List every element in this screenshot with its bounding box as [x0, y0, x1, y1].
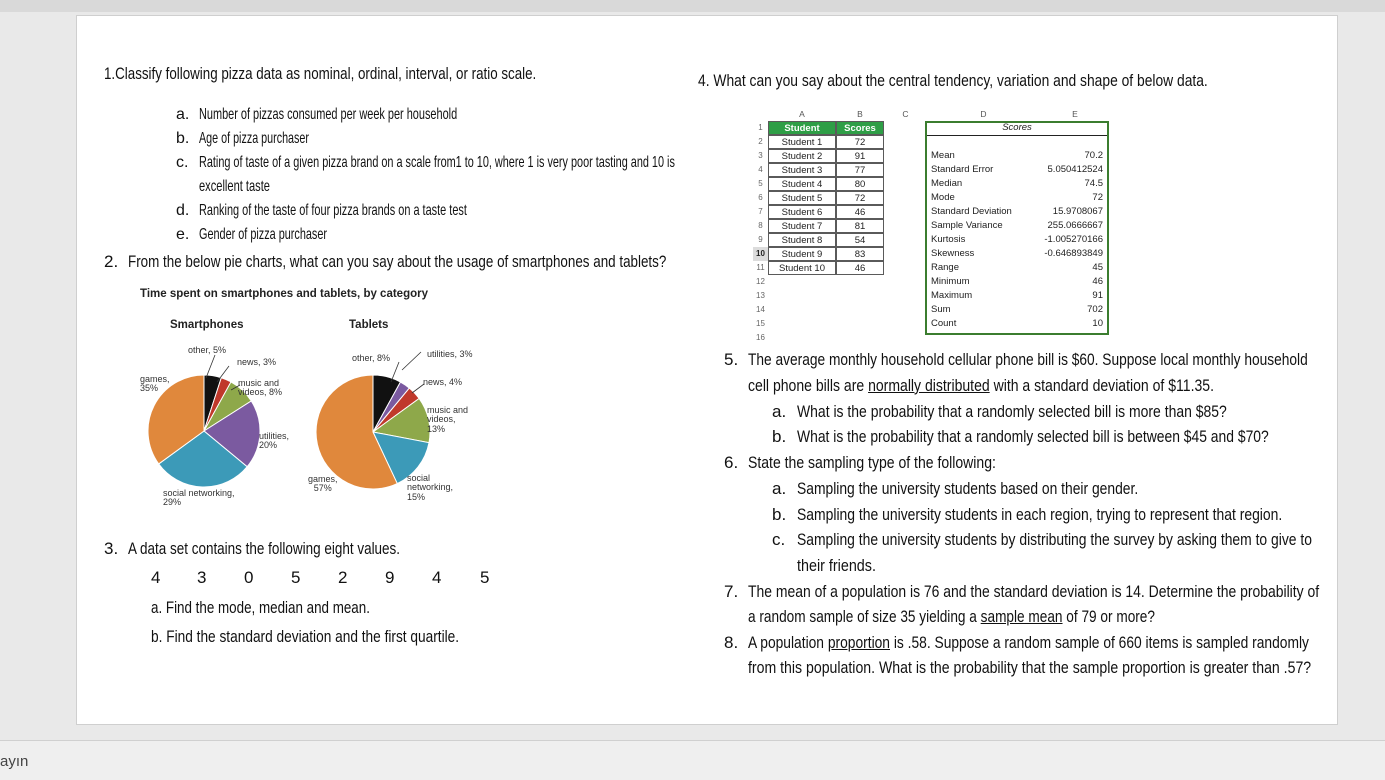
q3-value: 5 [480, 568, 490, 587]
stat-value: 15.9708067 [1052, 206, 1103, 217]
row-number: 3 [758, 151, 763, 160]
tab-label-games: games, 57% [308, 474, 338, 494]
row-number: 13 [756, 291, 765, 300]
column-header: C [902, 109, 909, 119]
stat-name: Minimum [931, 276, 970, 287]
q5-line1: The average monthly household cellular phone bill is $60. Suppose local monthly household [748, 350, 1308, 369]
q1-item-b-letter: b. [176, 130, 190, 147]
q1-title: 1.Classify following pizza data as nominal, ordinal, interval, or ratio scale. [104, 64, 537, 83]
q6-a-letter: a. [772, 479, 787, 498]
q8-line1-b: is .58. Suppose a random sample of 660 items is sampled randomly [889, 633, 1309, 652]
q7-number: 7. [724, 582, 739, 601]
stat-value: 255.0666667 [1047, 220, 1103, 231]
stat-value: -1.005270166 [1044, 234, 1103, 245]
student-cell: Student 2 [768, 149, 836, 163]
score-cell: 54 [836, 233, 884, 247]
q7-line1: The mean of a population is 76 and the standard deviation is 14. Determine the probability of [748, 582, 1320, 601]
q3-part-a: a. Find the mode, median and mean. [151, 598, 370, 617]
stats-title: Scores [1002, 122, 1032, 133]
student-cell: Student 8 [768, 233, 836, 247]
q3-part-b: b. Find the standard deviation and the first quartile. [151, 627, 460, 646]
header-student: Student [768, 121, 836, 135]
stat-value: 70.2 [1084, 150, 1103, 161]
row-number: 16 [756, 333, 765, 342]
q8-line1 [748, 634, 1309, 651]
q8-number: 8. [724, 633, 739, 652]
score-cell: 91 [836, 149, 884, 163]
q5-a-letter: a. [772, 402, 787, 421]
stat-value: 45 [1092, 262, 1103, 273]
q3-value: 5 [291, 568, 301, 587]
student-cell: Student 9 [768, 247, 836, 261]
stat-value: -0.646893849 [1044, 248, 1103, 259]
smart-label-games: games, 35% [140, 374, 170, 394]
q1-item-c: Rating of taste of a given pizza brand on a scale from1 to 10, where 1 is very poor tasting and 10 is [199, 154, 675, 171]
tab-label-news: news, 4% [423, 377, 463, 387]
q3-value: 9 [385, 568, 395, 587]
header-scores: Scores [836, 121, 884, 135]
q5-b-text: What is the probability that a randomly selected bill is between $45 and $70? [797, 427, 1269, 446]
stat-name: Count [931, 318, 957, 329]
score-cell: 46 [836, 205, 884, 219]
smart-label-music: music and videos, 8% [238, 378, 283, 398]
student-cell: Student 4 [768, 177, 836, 191]
q3-text: A data set contains the following eight values. [128, 539, 401, 558]
smart-label-news: news, 3% [237, 357, 277, 367]
q2-text: From the below pie charts, what can you say about the usage of smartphones and tablets? [128, 252, 667, 271]
stat-value: 74.5 [1084, 178, 1103, 189]
column-header: E [1072, 109, 1078, 119]
q3-value: 2 [338, 568, 348, 587]
q3-value: 3 [197, 568, 207, 587]
stat-name: Kurtosis [931, 234, 966, 245]
smartphones-chart-title: Smartphones [170, 319, 244, 331]
smart-label-other: other, 5% [188, 345, 227, 355]
student-cell: Student 5 [768, 191, 836, 205]
q8-line1-underlined: proportion [827, 633, 890, 652]
q3-value: 4 [151, 568, 161, 587]
status-text: ayın [0, 753, 29, 770]
smart-label-social: social networking, 29% [163, 488, 235, 508]
q5-line2 [748, 377, 1214, 394]
student-cell: Student 10 [768, 261, 836, 275]
q3-value: 0 [244, 568, 254, 587]
q1-item-d-letter: d. [176, 202, 190, 219]
stats-title-underline [927, 135, 1107, 136]
row-number: 1 [758, 123, 763, 132]
q5-line2-b: with a standard deviation of $11.35. [989, 376, 1214, 395]
q6-c-text: Sampling the university students by distributing the survey by asking them to give to [797, 530, 1312, 549]
row-number: 4 [758, 165, 763, 174]
q6-a-text: Sampling the university students based on their gender. [797, 479, 1139, 498]
stat-name: Sum [931, 304, 951, 315]
student-cell: Student 1 [768, 135, 836, 149]
q2-number: 2. [104, 252, 119, 271]
q5-a-text: What is the probability that a randomly selected bill is more than $85? [797, 402, 1227, 421]
score-cell: 83 [836, 247, 884, 261]
q6-number: 6. [724, 453, 739, 472]
stat-value: 10 [1092, 318, 1103, 329]
tab-label-social: social networking, 15% [407, 473, 454, 502]
q8-line2: from this population. What is the probability that the sample proportion is greater than .57? [748, 658, 1312, 677]
stat-name: Skewness [931, 248, 975, 259]
q7-line2-b: of 79 or more? [1062, 607, 1155, 626]
stat-name: Median [931, 178, 963, 189]
q5-line2-a: cell phone bills are [748, 376, 869, 395]
student-cell: Student 3 [768, 163, 836, 177]
score-cell: 80 [836, 177, 884, 191]
student-cell: Student 7 [768, 219, 836, 233]
q8-line1-a: A population [748, 633, 828, 652]
q6-c-letter: c. [772, 530, 786, 549]
row-number: 14 [756, 305, 765, 314]
stat-name: Mean [931, 150, 955, 161]
q1-item-a-letter: a. [176, 106, 190, 123]
row-number: 8 [758, 221, 763, 230]
stat-name: Maximum [931, 290, 973, 301]
score-cell: 81 [836, 219, 884, 233]
q7-line2-underlined: sample mean [980, 607, 1063, 626]
q6-b-letter: b. [772, 505, 787, 524]
stat-name: Mode [931, 192, 955, 203]
stat-name: Standard Error [931, 164, 994, 175]
q3-value: 4 [432, 568, 442, 587]
q1-item-c-cont: excellent taste [199, 178, 270, 195]
stat-value: 91 [1092, 290, 1103, 301]
score-cell: 72 [836, 191, 884, 205]
q3-number: 3. [104, 539, 119, 558]
q1-item-c-letter: c. [176, 154, 189, 171]
q6-b-text: Sampling the university students in each region, trying to represent that region. [797, 505, 1283, 524]
student-cell: Student 6 [768, 205, 836, 219]
stat-value: 46 [1092, 276, 1103, 287]
stat-value: 5.050412524 [1047, 164, 1103, 175]
row-number: 10 [753, 247, 768, 261]
stat-name: Range [931, 262, 959, 273]
chart-title: Time spent on smartphones and tablets, by category [140, 288, 428, 300]
q7-line2 [748, 608, 1155, 625]
row-number: 7 [758, 207, 763, 216]
row-number: 9 [758, 235, 763, 244]
q1-item-a: Number of pizzas consumed per week per household [199, 106, 458, 123]
status-bar [0, 740, 1385, 780]
column-header: A [799, 109, 805, 119]
tablets-chart-title: Tablets [349, 319, 389, 331]
tab-label-music: music and videos, 13% [427, 405, 469, 434]
q1-item-e-letter: e. [176, 226, 190, 243]
q1-item-b: Age of pizza purchaser [199, 130, 309, 147]
q5-number: 5. [724, 350, 739, 369]
q6-c-text-cont: their friends. [797, 556, 876, 575]
tab-label-other: other, 8% [352, 353, 391, 363]
row-number: 12 [756, 277, 765, 286]
column-header: B [857, 109, 863, 119]
stat-name: Standard Deviation [931, 206, 1012, 217]
row-number: 2 [758, 137, 763, 146]
row-number: 11 [756, 263, 765, 272]
smart-label-utilities: utilities, 20% [259, 431, 290, 451]
row-number: 5 [758, 179, 763, 188]
score-cell: 46 [836, 261, 884, 275]
column-header: D [980, 109, 987, 119]
q6-text: State the sampling type of the following: [748, 453, 996, 472]
q4-text: 4. What can you say about the central tendency, variation and shape of below data. [698, 71, 1208, 90]
stat-value: 72 [1092, 192, 1103, 203]
q1-item-d: Ranking of the taste of four pizza brands on a taste test [199, 202, 467, 219]
q5-line2-underlined: normally distributed [868, 376, 990, 395]
q5-b-letter: b. [772, 427, 787, 446]
stat-name: Sample Variance [931, 220, 1003, 231]
score-cell: 72 [836, 135, 884, 149]
row-number: 15 [756, 319, 765, 328]
score-cell: 77 [836, 163, 884, 177]
stat-value: 702 [1087, 304, 1103, 315]
row-number: 6 [758, 193, 763, 202]
q1-item-e: Gender of pizza purchaser [199, 226, 328, 243]
tab-label-utilities: utilities, 3% [427, 349, 473, 359]
q7-line2-a: a random sample of size 35 yielding a [748, 607, 981, 626]
